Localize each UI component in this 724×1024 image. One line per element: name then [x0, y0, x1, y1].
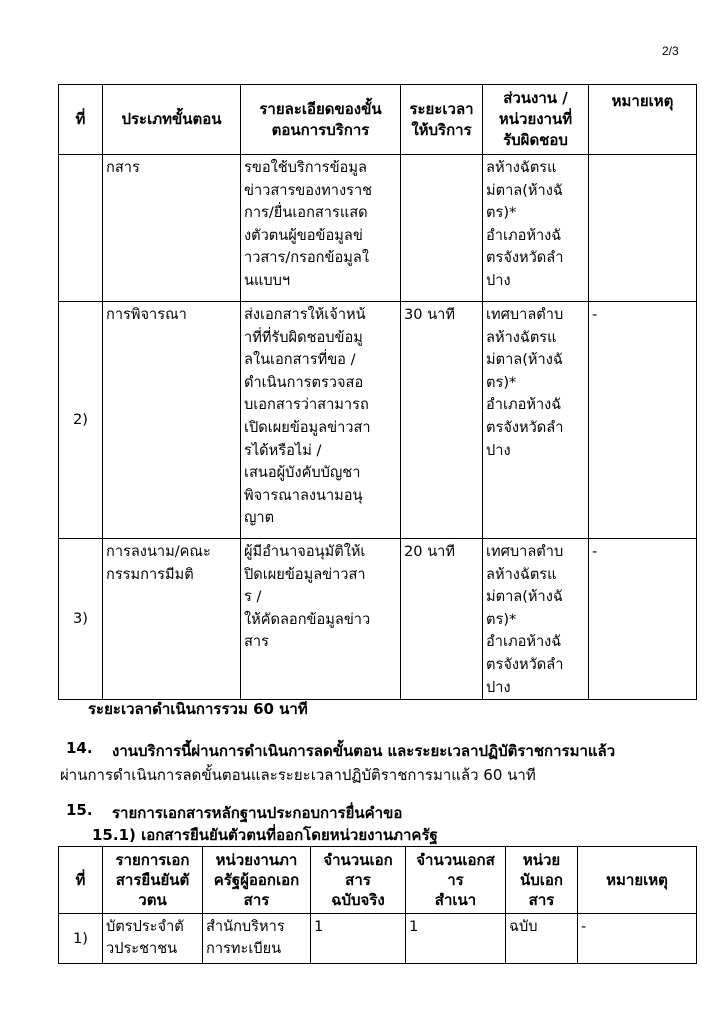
- section-14-title: งานบริการนี้ผ่านการดำเนินการลดขั้นตอน และระยะเวลาปฏิบัติราชการมาแล้ว: [112, 742, 616, 760]
- section-14-number: 14.: [66, 739, 93, 757]
- issuer-name: สำนักบริหาร การทะเบียน: [206, 918, 285, 957]
- step-duration: [401, 155, 482, 157]
- step-agency: ลห้างฉัตรแ ม่ตาล(ห้างฉั ตร)* อำเภอห้างฉั ตรจังหวัดลำ ปาง: [486, 159, 564, 289]
- total-time: ระยะเวลาดำเนินการรวม 60 นาที: [88, 700, 308, 718]
- step-duration: 30 นาที: [404, 306, 455, 323]
- step-duration: 20 นาที: [404, 543, 455, 560]
- header-unit: หน่วย นับเอก สาร: [506, 847, 578, 914]
- table-row: [59, 914, 697, 964]
- header-note: หมายเหตุ: [589, 85, 697, 155]
- unit: ฉบับ: [509, 918, 538, 935]
- step-type: การลงนาม/คณะ กรรมการมีมติ: [106, 543, 211, 583]
- table-header-row: [59, 85, 697, 155]
- header-note: หมายเหตุ: [578, 847, 697, 914]
- step-note: [589, 155, 696, 157]
- step-type: กสาร: [106, 159, 140, 176]
- step-detail: ส่งเอกสารให้เจ้าหน้ าที่ที่รับผิดชอบข้อมู ลในเอกสารที่ขอ / ดำเนินการตรวจสอ บเอกสารว่าสามารถ เปิดเผยข้อมูลข่าวสา รได้หรือไม่ / เสนอผู้บังคับบัญชา พิจารณาลงนามอนุ ญาต: [244, 306, 371, 527]
- table-row: [59, 539, 697, 700]
- note: -: [581, 918, 587, 935]
- step-note: -: [592, 306, 598, 323]
- table-header-row: [59, 847, 697, 914]
- row-number: 1): [73, 929, 88, 947]
- header-step-type: ประเภทขั้นตอน: [103, 85, 241, 155]
- section-15-number: 15.: [66, 801, 93, 819]
- step-type: การพิจารณา: [106, 306, 187, 323]
- table-row: [59, 302, 697, 539]
- step-agency: เทศบาลตำบ ลห้างฉัตรแ ม่ตาล(ห้างฉั ตร)* อำเภอห้างฉั ตรจังหวัดลำ ปาง: [486, 306, 564, 459]
- header-step-detail: รายละเอียดของขั้น ตอนการบริการ: [241, 85, 401, 155]
- header-no: ที่: [59, 847, 103, 914]
- page-number: 2/3: [662, 44, 679, 58]
- step-note: -: [592, 543, 598, 560]
- document-name: บัตรประจำตั วประชาชน: [106, 918, 184, 957]
- row-number: 3): [73, 609, 88, 627]
- header-original-count: จำนวนเอก สาร ฉบับจริง: [311, 847, 406, 914]
- step-detail: ผู้มีอำนาจอนุมัติให้เ ปิดเผยข้อมูลข่าวสา ร / ให้คัดลอกข้อมูลข่าว สาร: [244, 543, 371, 651]
- identity-documents-table: [58, 846, 697, 964]
- header-copy-count: จำนวนเอกส าร สำเนา: [406, 847, 506, 914]
- header-document: รายการเอก สารยืนยันตั วตน: [103, 847, 203, 914]
- section-15-title: รายการเอกสารหลักฐานประกอบการยื่นคำขอ: [112, 804, 403, 822]
- service-steps-table: [58, 84, 697, 700]
- header-agency: ส่วนงาน / หน่วยงานที่ รับผิดชอบ: [483, 85, 589, 155]
- table-row: [59, 155, 697, 302]
- step-detail: รขอใช้บริการข้อมูล ข่าวสารของทางราช การ/ยื่นเอกสารแสด งตัวตนผู้ขอข้อมูลข่ าวสาร/กรอกข้อมูลใ นแบบฯ: [244, 159, 373, 289]
- header-issuer: หน่วยงานภา ครัฐผู้ออกเอก สาร: [203, 847, 311, 914]
- original-count: 1: [314, 918, 324, 935]
- header-duration: ระยะเวลา ให้บริการ: [401, 85, 483, 155]
- step-agency: เทศบาลตำบ ลห้างฉัตรแ ม่ตาล(ห้างฉั ตร)* อำเภอห้างฉั ตรจังหวัดลำ ปาง: [486, 543, 564, 696]
- row-number: 2): [73, 410, 88, 428]
- section-14-body: ผ่านการดำเนินการลดขั้นตอนและระยะเวลาปฏิบัติราชการมาแล้ว 60 นาที: [60, 766, 536, 784]
- header-no: ที่: [59, 85, 103, 155]
- section-15-1-title: 15.1) เอกสารยืนยันตัวตนที่ออกโดยหน่วยงานภาครัฐ: [92, 826, 438, 844]
- copy-count: 1: [409, 918, 419, 935]
